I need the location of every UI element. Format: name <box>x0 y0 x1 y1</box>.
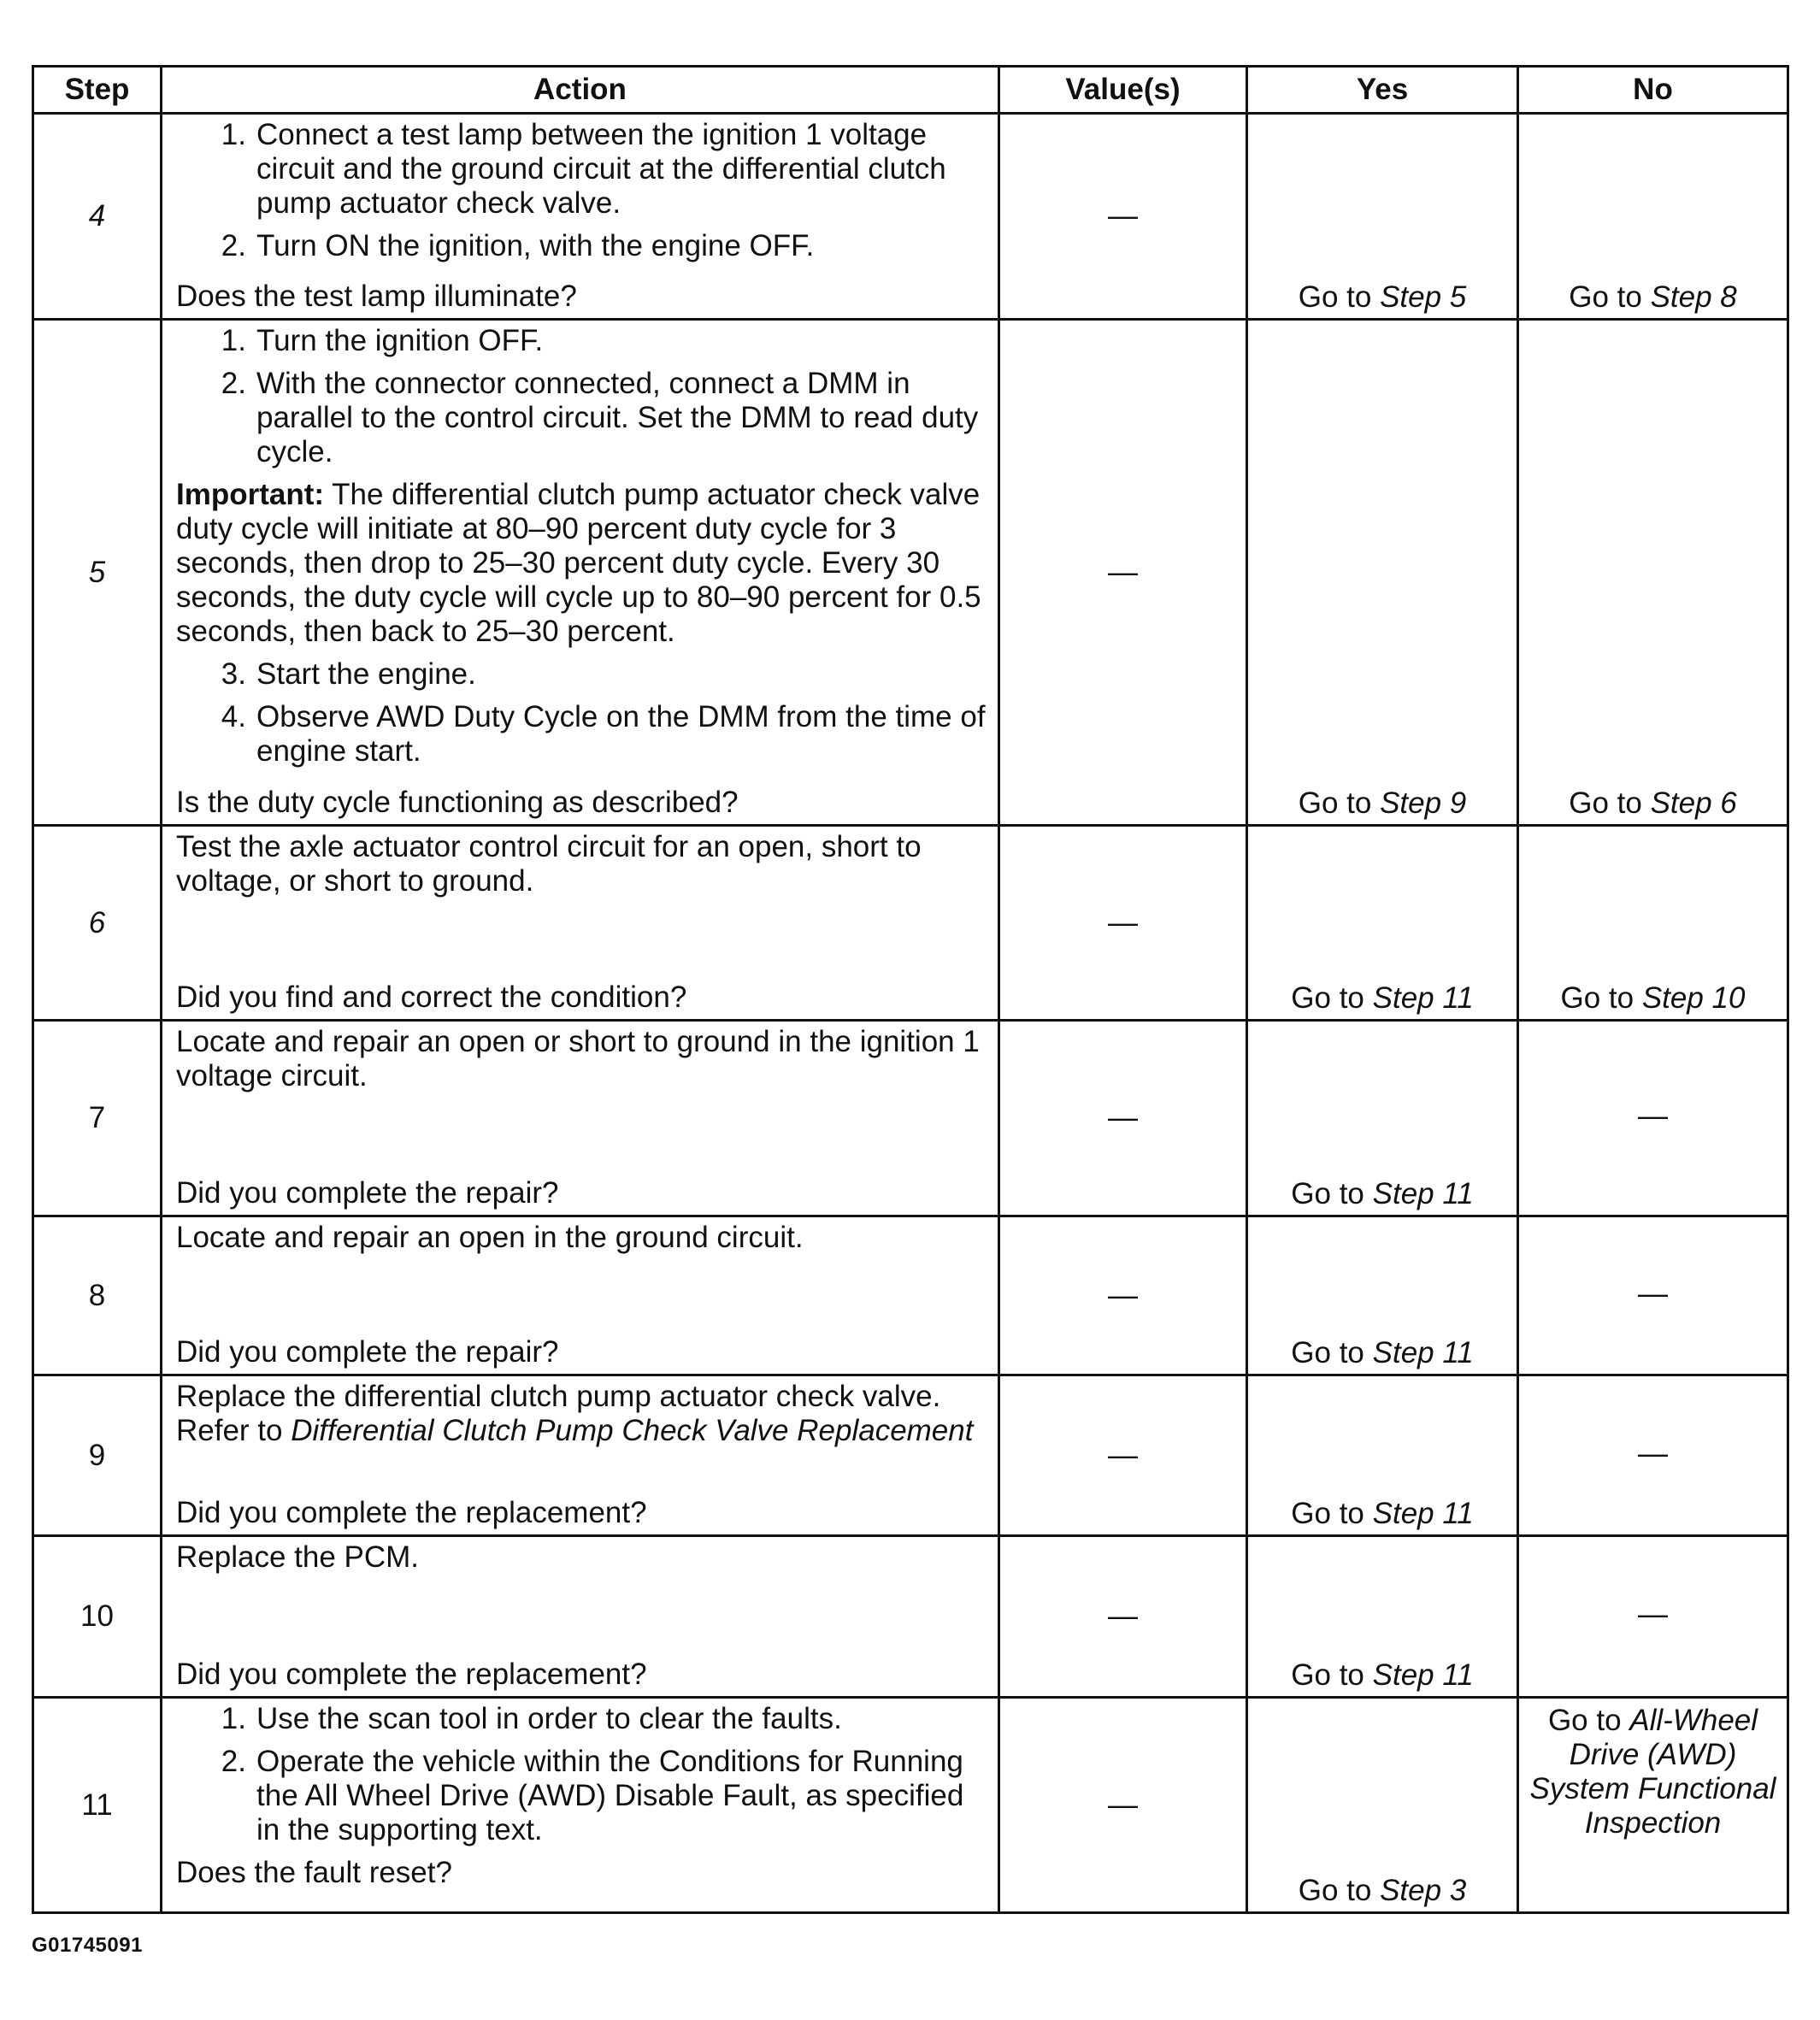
list-item: 1. Connect a test lamp between the ignition 1 voltage circuit and the ground circuit at the differential clutch pump actuator check valve. <box>221 118 946 220</box>
value-cell <box>999 114 1247 320</box>
yes-cell: Go to Step 5 <box>1247 114 1518 320</box>
list-item: 3. Start the engine. <box>221 657 476 691</box>
table-row-step-11 <box>33 1698 1788 1913</box>
em-dash: — <box>1108 1599 1138 1633</box>
yes-cell: Go to Step 11 <box>1247 1021 1518 1216</box>
diagnostic-table-container <box>32 65 1787 1914</box>
table-row-step-6 <box>33 826 1788 1021</box>
question-text: Did you find and correct the condition? <box>176 981 687 1014</box>
question-text: Did you complete the replacement? <box>176 1496 647 1529</box>
value-cell <box>999 1021 1247 1216</box>
em-dash: — <box>1108 1101 1138 1134</box>
yes-cell: Go to Step 9 <box>1247 320 1518 826</box>
figure-code: G01745091 <box>32 1934 143 1957</box>
question-text: Did you complete the repair? <box>176 1335 559 1369</box>
action-text: Replace the PCM. <box>176 1540 420 1574</box>
question-text: Does the test lamp illuminate? <box>176 280 577 313</box>
question-text: Did you complete the replacement? <box>176 1658 647 1691</box>
header-values: Value(s) <box>999 67 1247 114</box>
action-text: Replace the differential clutch pump actuator check valve. Refer to Differential Clutch Pump Check Valve Replacement <box>176 1380 974 1447</box>
step-link[interactable]: Step 11 <box>1372 981 1474 1015</box>
em-dash: — <box>1638 1099 1668 1133</box>
step-link[interactable]: Step 5 <box>1380 280 1467 314</box>
diagnostic-table <box>32 65 1789 1914</box>
action-cell <box>162 826 999 1021</box>
action-cell <box>162 1375 999 1536</box>
reference-link[interactable]: All-Wheel Drive (AWD) System Functional Inspection <box>1529 1704 1776 1840</box>
step-link[interactable]: Step 6 <box>1650 786 1737 820</box>
table-row-step-8 <box>33 1216 1788 1375</box>
value-cell <box>999 826 1247 1021</box>
em-dash: — <box>1638 1436 1668 1470</box>
question-text: Does the fault reset? <box>176 1856 452 1889</box>
value-cell <box>999 320 1247 826</box>
em-dash: — <box>1108 905 1138 939</box>
em-dash: — <box>1108 1278 1138 1312</box>
reference-link[interactable]: Differential Clutch Pump Check Valve Replacement <box>291 1414 974 1447</box>
list-item: 1. Turn the ignition OFF. <box>221 324 544 357</box>
step-link[interactable]: Step 11 <box>1372 1177 1474 1210</box>
action-text: Test the axle actuator control circuit for an open, short to voltage, or short to ground. <box>176 830 922 898</box>
table-row-step-4 <box>33 114 1788 320</box>
value-cell <box>999 1698 1247 1913</box>
em-dash: — <box>1108 199 1138 233</box>
question-text: Did you complete the repair? <box>176 1176 559 1210</box>
step-number: 11 <box>33 1698 162 1913</box>
em-dash: — <box>1108 1787 1138 1822</box>
step-number: 4 <box>33 114 162 320</box>
step-link[interactable]: Step 11 <box>1372 1658 1474 1692</box>
header-action: Action <box>162 67 999 114</box>
yes-cell: Go to Step 11 <box>1247 1536 1518 1698</box>
step-number: 8 <box>33 1216 162 1375</box>
value-cell <box>999 1536 1247 1698</box>
yes-cell: Go to Step 11 <box>1247 826 1518 1021</box>
list-item: 2. Operate the vehicle within the Conditions for Running the All Wheel Drive (AWD) Disable Fault, as specified in the supporting text. <box>221 1745 964 1846</box>
table-row-step-10 <box>33 1536 1788 1698</box>
action-text: Locate and repair an open or short to ground in the ignition 1 voltage circuit. <box>176 1025 980 1092</box>
header-yes: Yes <box>1247 67 1518 114</box>
action-cell <box>162 1216 999 1375</box>
step-number: 10 <box>33 1536 162 1698</box>
step-number: 9 <box>33 1375 162 1536</box>
header-no: No <box>1518 67 1788 114</box>
action-cell <box>162 114 999 320</box>
list-item: 4. Observe AWD Duty Cycle on the DMM from the time of engine start. <box>221 700 986 768</box>
no-cell: Go to All-Wheel Drive (AWD) System Functional Inspection <box>1518 1698 1788 1913</box>
action-cell <box>162 320 999 826</box>
step-link[interactable]: Step 11 <box>1372 1336 1474 1369</box>
list-item: 1. Use the scan tool in order to clear the faults. <box>221 1702 842 1735</box>
question-text: Is the duty cycle functioning as described? <box>176 786 739 819</box>
table-row-step-9 <box>33 1375 1788 1536</box>
step-link[interactable]: Step 8 <box>1650 280 1737 314</box>
value-cell <box>999 1216 1247 1375</box>
step-link[interactable]: Step 9 <box>1380 786 1467 820</box>
step-link[interactable]: Step 10 <box>1641 981 1746 1015</box>
em-dash: — <box>1108 555 1138 589</box>
list-item: 2. Turn ON the ignition, with the engine OFF. <box>221 229 815 262</box>
no-cell: Go to Step 8 <box>1518 114 1788 320</box>
yes-cell: Go to Step 3 <box>1247 1698 1518 1913</box>
value-cell <box>999 1375 1247 1536</box>
no-cell: Go to Step 10 <box>1518 826 1788 1021</box>
em-dash: — <box>1638 1598 1668 1631</box>
important-note: Important: The differential clutch pump actuator check valve duty cycle will initiate at 80–90 percent duty cycle for 3 seconds, then drop to 25–30 percent duty cycle. Every 30 seconds, the duty cycle will cycle up to 80–90 percent for 0.5 seconds, then back to 25–30 percent. <box>176 478 981 648</box>
yes-cell: Go to Step 11 <box>1247 1375 1518 1536</box>
table-row-step-5 <box>33 320 1788 826</box>
step-link[interactable]: Step 11 <box>1372 1497 1474 1530</box>
yes-cell: Go to Step 11 <box>1247 1216 1518 1375</box>
step-link[interactable]: Step 3 <box>1380 1874 1467 1907</box>
action-cell <box>162 1536 999 1698</box>
no-cell <box>1518 1021 1788 1216</box>
step-number: 7 <box>33 1021 162 1216</box>
no-cell: Go to Step 6 <box>1518 320 1788 826</box>
step-number: 5 <box>33 320 162 826</box>
list-item: 2. With the connector connected, connect a DMM in parallel to the control circuit. Set the DMM to read duty cycle. <box>221 367 979 468</box>
no-cell <box>1518 1216 1788 1375</box>
no-cell <box>1518 1375 1788 1536</box>
table-row-step-7 <box>33 1021 1788 1216</box>
em-dash: — <box>1638 1276 1668 1310</box>
header-row <box>33 67 1788 114</box>
header-step: Step <box>33 67 162 114</box>
action-cell <box>162 1698 999 1913</box>
action-cell <box>162 1021 999 1216</box>
action-text: Locate and repair an open in the ground circuit. <box>176 1221 804 1254</box>
em-dash: — <box>1108 1438 1138 1472</box>
step-number: 6 <box>33 826 162 1021</box>
no-cell <box>1518 1536 1788 1698</box>
